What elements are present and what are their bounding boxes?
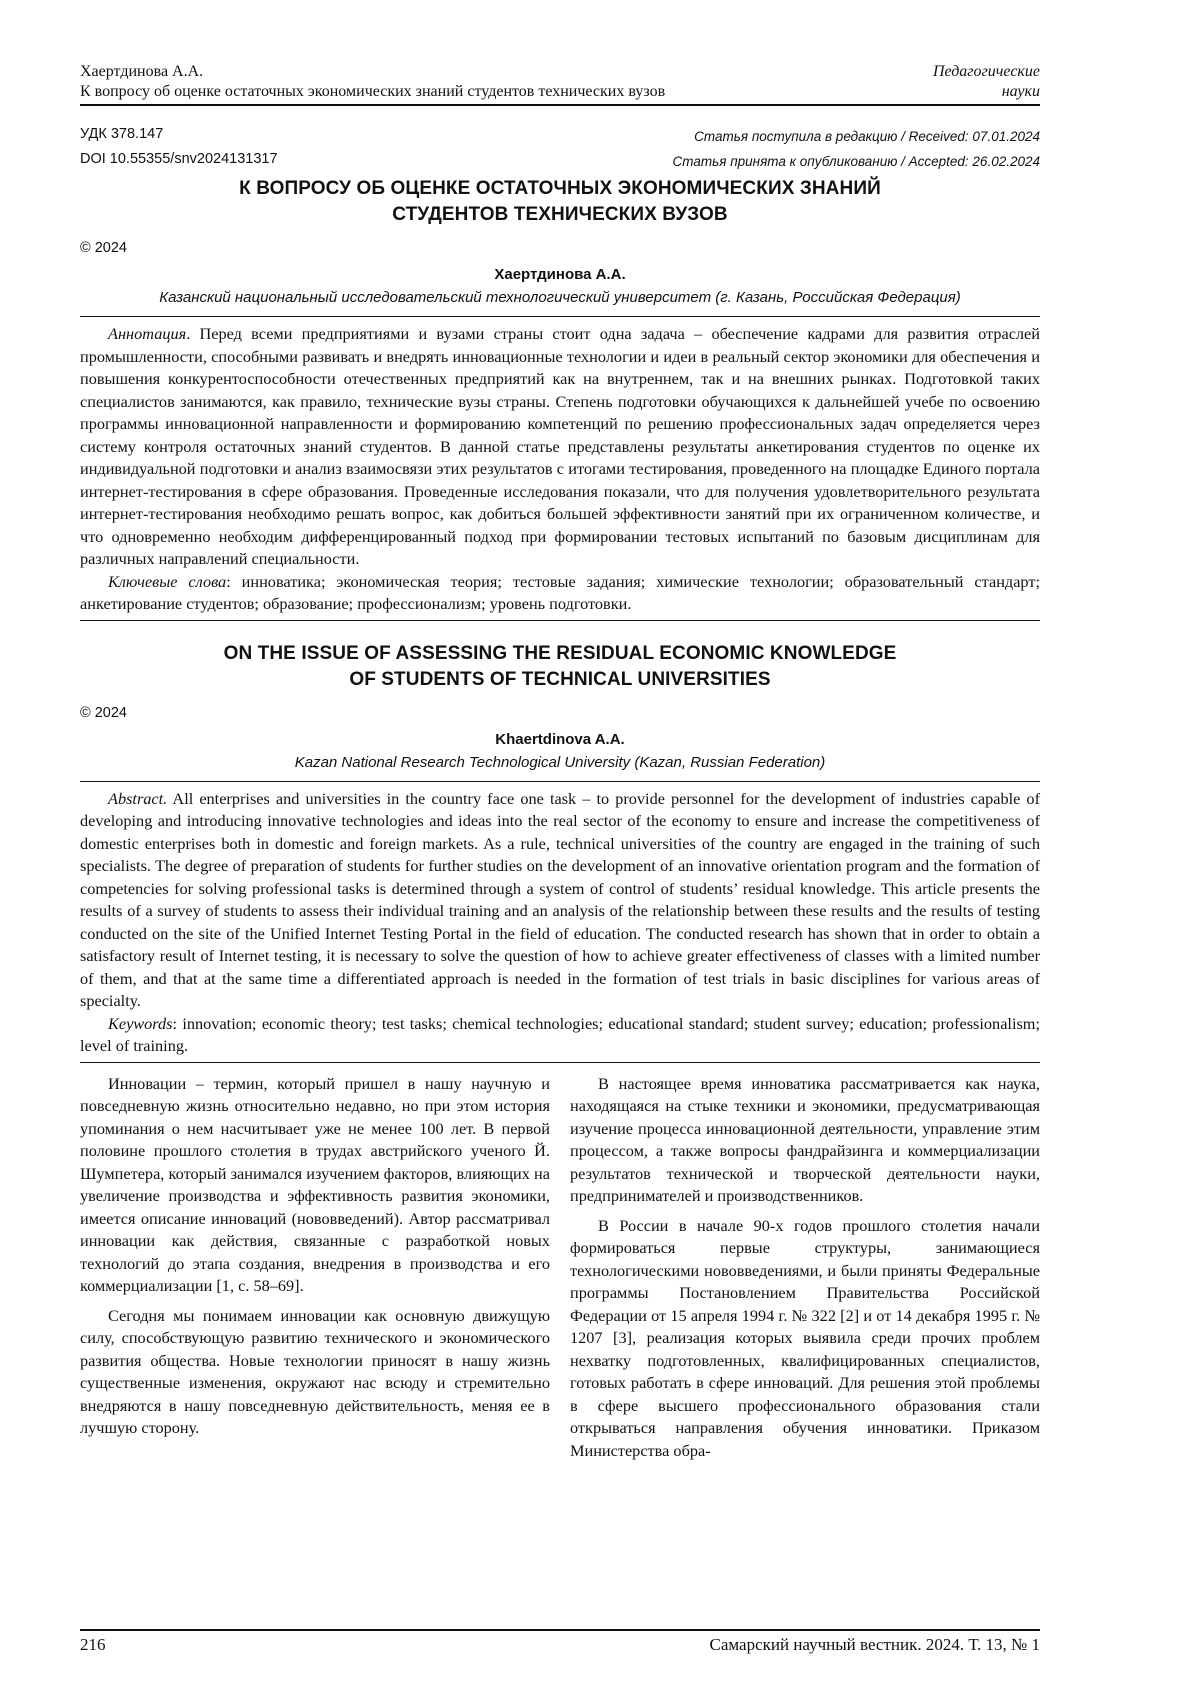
body-paragraph: В настоящее время инноватика рассматривается как наука, находящаяся на стыке техники и экономики, предусматривающая изучение процесса инновационной деятельности, управление этим процессом, а также вопросы фандрайзинга и коммерциализации результатов технической и творческой деятельности науки, предпринимателей и производственников. [570,1073,1040,1205]
en-abstract-text: All enterprises and universities in the country face one task – to provide personnel for the development of industries capable of developing and introducing innovative technologies and ideas into the real sector of the economy to ensure and increase the competitiveness of domestic enterprises both in domestic and foreign markets. As a rule, technical universities of the country are engaged in the training of such specialists. The degree of preparation of students for further studies on the development of an innovative orientation program and the formation of competencies for solving professional tasks is determined through a system of control of students’ residual knowledge. This article presents the results of a survey of students to assess their individual training and an analysis of the relationship between these results and the results of testing conducted on the site of the Unified Internet Testing Portal in the field of education. The conducted research has shown that in order to obtain a satisfactory result of Internet testing, it is necessary to solve the question of how to achieve greater effectiveness of classes with a limited number of them, and that at the same time a differentiated approach is needed in the formation of test trials in basic disciplines for various areas of specialty. [80,788,1040,1010]
ru-affiliation: Казанский национальный исследовательский технологический университет (г. Казань, Российская Федерация) [159,289,961,306]
body-paragraph: Сегодня мы понимаем инновации как основную движущую силу, способствующую развитию технического и экономического развития общества. Новые технологии приносят в нашу жизнь существенные изменения, окружают нас всюду и стремительно внедряются в нашу повседневную действительность, меняя ее в лучшую сторону. [80,1305,550,1437]
received-date: Статья поступила в редакцию / Received: 07.01.2024 [694,129,1040,144]
ru-title-line2: СТУДЕНТОВ ТЕХНИЧЕСКИХ ВУЗОВ [392,204,728,225]
en-abstract [80,782,1040,1062]
en-keywords-label: Keywords [108,1013,173,1033]
journal-citation: Самарский научный вестник. 2024. Т. 13, № 1 [709,1635,1040,1654]
ru-keywords-text: : инноватика; экономическая теория; тестовые задания; химические технологии; образовательный стандарт; анкетирование студентов; образование; профессионализм; уровень подготовки. [80,571,1040,613]
body-paragraph: Инновации – термин, который пришел в нашу научную и повседневную жизнь относительно недавно, но при этом история упоминания о нем насчитывает уже не менее 100 лет. В первой половине прошлого столетия в трудах австрийского ученого Й. Шумпетера, который занимался изучением факторов, влияющих на увеличение производства и эффективность развития экономики, имеется описание инноваций (нововведений). Автор рассматривал инновации как действия, связанные с разработкой новых технологий до этапа создания, внедрения в производства и его коммерциализации [1, с. 58–69]. [80,1073,550,1295]
doi: DOI 10.55355/snv2024131317 [80,151,278,167]
meta-left [80,122,278,172]
body-paragraph: В России в начале 90-х годов прошлого столетия начали формироваться первые структуры, занимающиеся технологическими нововведениями, и были приняты Федеральные программы Постановлением Правительства Российской Федерации от 15 апреля 1994 г. № 322 [2] и от 14 декабря 1995 г. № 1207 [3], реализация которых выявила среди прочих проблем нехватку подготовленных, квалифицированных специалистов, готовых работать в сфере инноваций. Для решения этой проблемы в сфере высшего профессионального образования стали открываться направления обучения инноватики. Приказом Министерства обра- [570,1215,1040,1460]
header-rule [80,104,1040,106]
en-affiliation: Kazan National Research Technological University (Kazan, Russian Federation) [294,753,826,771]
ru-abstract-paragraph [80,323,1040,571]
ru-keywords-label: Ключевые слова [108,571,227,591]
en-abstract-paragraph [80,788,1040,1013]
running-header-title: К вопросу об оценке остаточных экономических знаний студентов технических вузов [80,83,666,100]
en-title [80,641,1040,693]
en-keywords-text: : innovation; economic theory; test tasks; chemical technologies; educational standard; student survey; education; professionalism; level of training. [80,1013,1040,1055]
en-title-line2: OF STUDENTS OF TECHNICAL UNIVERSITIES [349,668,771,690]
ru-abstract-text: . Перед всеми предприятиями и вузами страны стоит одна задача – обеспечение кадрами для развития отраслей промышленности, способными развивать и внедрять инновационные технологии и идеи в реальный сектор экономики для обеспечения и повышения конкурентоспособности отечественных предприятий как на внутреннем, так и на внешних рынках. Подготовкой таких специалистов занимаются, как правило, технические вузы страны. Степень подготовки обучающихся к дальнейшей учебе по освоению программы инновационной направленности и формированию компетенций по решению профессиональных задач определяется через систему контроля остаточных знаний студентов. В данной статье представлены результаты анкетирования студентов по оценке их индивидуальной подготовки и анализ взаимосвязи этих результатов с итогами тестирования, проведенного на площадке Единого портала интернет-тестирования в сфере образования. Проведенные исследования показали, что для получения удовлетворительного результата интернет-тестирования необходимо решать вопрос, как добиться большей эффективности занятий при их ограниченном количестве, и что одновременно необходим дифференцированный подход при формировании тестовых испытаний по базовым дисциплинам для различных направлений специальности. [80,324,1040,568]
body-right-column [570,1073,1040,1470]
ru-copyright: © 2024 [80,240,127,256]
ru-abstract-bottom-rule [80,620,1040,621]
section-line2: науки [1001,83,1040,100]
body-left-column [80,1073,550,1447]
running-header-left [80,62,665,102]
ru-title-line1: К ВОПРОСУ ОБ ОЦЕНКЕ ОСТАТОЧНЫХ ЭКОНОМИЧЕСКИХ ЗНАНИЙ [239,178,881,199]
ru-abstract-label: Аннотация [108,324,187,343]
running-header-author: Хаертдинова А.А. [80,63,204,80]
en-copyright: © 2024 [80,704,127,721]
en-keywords-paragraph [80,1013,1040,1058]
ru-author: Хаертдинова А.А. [494,266,626,283]
section-line1: Педагогические [932,63,1040,80]
article-body [80,1073,1040,1573]
page-footer [80,1629,1040,1654]
article-meta [80,122,1040,176]
en-abstract-label: Abstract. [108,788,168,808]
ru-abstract [80,317,1040,620]
page-number: 216 [80,1635,106,1654]
ru-keywords-paragraph [80,571,1040,616]
udk: УДК 378.147 [80,126,164,142]
en-author: Khaertdinova A.A. [495,730,625,748]
accepted-date: Статья принята к опубликованию / Accepted: 26.02.2024 [672,154,1040,169]
running-header [80,60,1040,104]
meta-right [673,124,1040,174]
en-abstract-bottom-rule [80,1062,1040,1063]
en-title-line1: ON THE ISSUE OF ASSESSING THE RESIDUAL ECONOMIC KNOWLEDGE [223,642,897,664]
ru-title [80,176,1040,228]
running-header-section [933,62,1040,102]
